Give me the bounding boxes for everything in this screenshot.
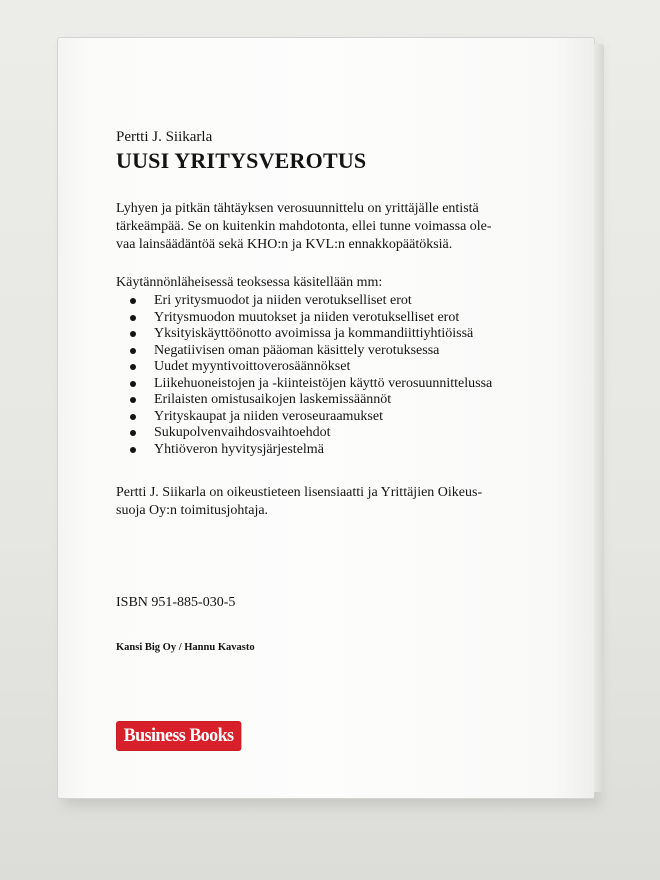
list-item: [130, 442, 546, 459]
topic-text: Yrityskaupat ja niiden veroseuraamukset: [154, 408, 383, 424]
cover-credits: Kansi Big Oy / Hannu Kavasto: [116, 642, 255, 653]
bullet-icon: [130, 414, 136, 420]
topics-list: [116, 293, 546, 458]
bullet-icon: [130, 331, 136, 337]
topics-intro: Käytännönläheisessä teoksessa käsitellään mm:: [116, 275, 383, 290]
intro-line: Lyhyen ja pitkän tähtäyksen verosuunnittelu on yrittäjälle entistä: [116, 201, 479, 216]
bullet-icon: [130, 298, 136, 304]
topic-text: Sukupolvenvaihdosvaihtoehdot: [154, 425, 331, 440]
topic-text: Eri yritysmuodot ja niiden verotukselliset erot: [154, 293, 412, 308]
bullet-icon: [130, 381, 136, 387]
list-item: [130, 392, 546, 409]
list-item: [130, 343, 546, 360]
list-item: [130, 376, 546, 393]
list-item: [130, 326, 546, 343]
cover-content: [116, 128, 546, 520]
topic-text: Yhtiöveron hyvitysjärjestelmä: [154, 441, 324, 457]
author-bio: [116, 484, 546, 520]
bullet-icon: [130, 447, 136, 453]
author-name: Pertti J. Siikarla: [116, 129, 213, 145]
bullet-icon: [130, 397, 136, 403]
book-back-cover: [58, 38, 594, 798]
publisher-logo: Business Books: [116, 721, 241, 751]
list-item: [130, 409, 546, 426]
topic-text: Erilaisten omistusaikojen laskemissäännöt: [154, 392, 392, 407]
topic-text: Yksityiskäyttöönotto avoimissa ja kommandiittiyhtiöissä: [154, 326, 474, 341]
bullet-icon: [130, 348, 136, 354]
intro-line: tärkeämpää. Se on kuitenkin mahdotonta, ellei tunne voimassa ole-: [116, 219, 492, 234]
bullet-icon: [130, 430, 136, 436]
topic-text: Negatiivisen oman pääoman käsittely verotuksessa: [154, 342, 440, 358]
bullet-icon: [130, 364, 136, 370]
topic-text: Yritysmuodon muutokset ja niiden verotukselliset erot: [154, 309, 460, 325]
list-item: [130, 425, 546, 442]
intro-paragraph: [116, 200, 546, 254]
book-title: UUSI YRITYSVEROTUS: [116, 148, 367, 173]
list-item: [130, 293, 546, 310]
list-item: [130, 359, 546, 376]
bullet-icon: [130, 315, 136, 321]
bio-line: Pertti J. Siikarla on oikeustieteen lisensiaatti ja Yrittäjien Oikeus-: [116, 485, 483, 500]
intro-line: vaa lainsäädäntöä sekä KHO:n ja KVL:n ennakkopäätöksiä.: [116, 237, 453, 252]
topic-text: Liikehuoneistojen ja -kiinteistöjen käyttö verosuunnittelussa: [154, 375, 493, 391]
list-item: [130, 310, 546, 327]
topic-text: Uudet myyntivoittoverosäännökset: [154, 359, 351, 374]
isbn-number: ISBN 951-885-030-5: [116, 595, 236, 610]
bio-line: suoja Oy:n toimitusjohtaja.: [116, 503, 269, 518]
